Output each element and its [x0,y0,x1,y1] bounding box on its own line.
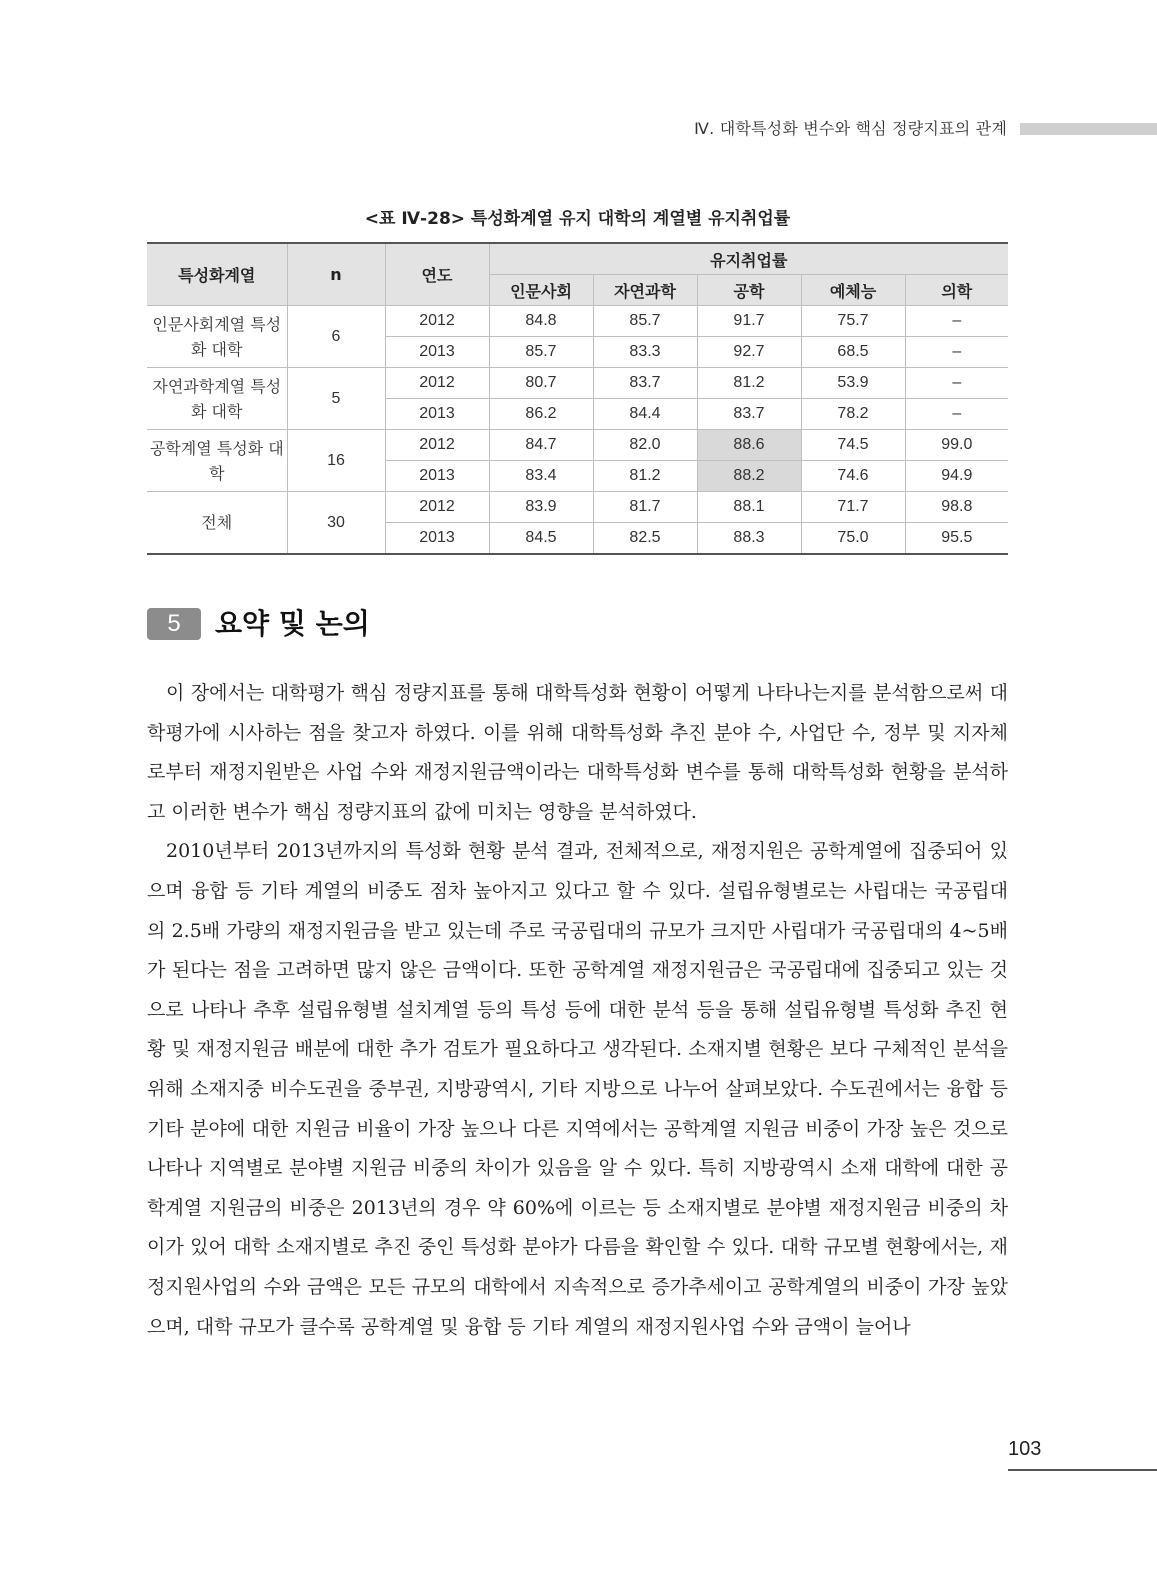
cell-value: 83.9 [489,492,593,523]
table-row [147,368,1008,399]
group-name [147,492,287,555]
cell-value: 92.7 [697,337,801,368]
group-n: 6 [287,306,385,368]
cell-value: 83.4 [489,461,593,492]
cell-value: 98.8 [905,492,1008,523]
group-name [147,306,287,368]
cell-value: – [905,368,1008,399]
cell-value: 68.5 [801,337,905,368]
table-caption: <표 Ⅳ-28> 특성화계열 유지 대학의 계열별 유지취업률 [364,209,791,229]
row-year: 2012 [385,492,489,523]
group-n: 16 [287,430,385,492]
cell-value: 95.5 [905,523,1008,555]
table-body [147,306,1008,555]
cell-value: 84.7 [489,430,593,461]
page-number: 103 [1008,1438,1042,1460]
row-year: 2013 [385,399,489,430]
header-n: n [287,243,385,306]
header-field: 인문사회 [489,275,593,306]
cell-value: 85.7 [593,306,697,337]
cell-value: 84.5 [489,523,593,555]
table-header [147,243,1008,306]
header-field: 예체능 [801,275,905,306]
row-year: 2012 [385,306,489,337]
section-number: 5 [147,608,201,640]
cell-value: 53.9 [801,368,905,399]
table-row [147,492,1008,523]
group-name-text: 공학계열 특성화 대학 [149,438,284,483]
cell-value: 84.8 [489,306,593,337]
cell-value: – [905,399,1008,430]
row-year: 2013 [385,461,489,492]
running-header-title: Ⅳ. 대학특성화 변수와 핵심 정량지표의 관계 [694,119,1007,138]
table-row [147,430,1008,461]
cell-value-highlighted: 88.2 [697,461,801,492]
header-field: 공학 [697,275,801,306]
row-year: 2012 [385,368,489,399]
cell-value: 83.7 [697,399,801,430]
cell-value: 88.3 [697,523,801,555]
paragraph: 2010년부터 2013년까지의 특성화 현황 분석 결과, 전체적으로, 재정지원은 공학계열에 집중되어 있으며 융합 등 기타 계열의 비중도 점차 높아지고 있다고 할 수 있다. 설립유형별로는 사립대는 국공립대의 2.5배 가량의 재정지원금을 받고 있는데 주로 국공립대의 규모가 크지만 사립대가 국공립대의 4~5배가 된다는 점을 고려하면 많지 않은 금액이다. 또한 공학계열 재정지원금은 국공립대에 집중되고 있는 것으로 나타나 추후 설립유형별 설치계열 등의 특성 등에 대한 분석 등을 통해 설립유형별 특성화 추진 현황 및 재정지원금 배분에 대한 추가 검토가 필요하다고 생각된다. 소재지별 현황은 보다 구체적인 분석을 위해 소재지중 비수도권을 중부권, 지방광역시, 기타 지방으로 나누어 살펴보았다. 수도권에서는 융합 등 기타 분야에 대한 지원금 비율이 가장 높으나 다른 지역에서는 공학계열 지원금 비중이 가장 높은 것으로 나타나 지역별로 분야별 지원금 비중의 차이가 있음을 알 수 있다. 특히 지방광역시 소재 대학에 대한 공학계열 지원금의 비중은 2013년의 경우 약 60%에 이르는 등 소재지별로 분야별 재정지원금 비중의 차이가 있어 대학 소재지별로 추진 중인 특성화 분야가 다름을 확인할 수 있다. 대학 규모별 현황에서는, 재정지원사업의 수와 금액은 모든 규모의 대학에서 지속적으로 증가추세이고 공학계열의 비중이 가장 높았으며, 대학 규모가 클수록 공학계열 및 융합 등 기타 계열의 재정지원사업 수와 금액이 늘어나 [147,840,1008,1338]
cell-value: 85.7 [489,337,593,368]
cell-value: 75.0 [801,523,905,555]
cell-value-highlighted: 88.6 [697,430,801,461]
cell-value: 84.4 [593,399,697,430]
group-n: 5 [287,368,385,430]
cell-value: 94.9 [905,461,1008,492]
table-row [147,306,1008,337]
body-text [147,674,1008,1347]
cell-value: 74.6 [801,461,905,492]
cell-value: 75.7 [801,306,905,337]
header-year: 연도 [385,243,489,306]
cell-value: 86.2 [489,399,593,430]
row-year: 2012 [385,430,489,461]
cell-value: 82.5 [593,523,697,555]
group-name [147,430,287,492]
header-field: 의학 [905,275,1008,306]
row-year: 2013 [385,523,489,555]
row-year: 2013 [385,337,489,368]
header-field: 자연과학 [593,275,697,306]
cell-value: 74.5 [801,430,905,461]
header-group: 특성화계열 [147,243,287,306]
section-title: 요약 및 논의 [215,607,370,640]
cell-value: 81.2 [593,461,697,492]
running-header [0,116,1157,142]
page-number-rule [1008,1469,1157,1471]
cell-value: 78.2 [801,399,905,430]
cell-value: 99.0 [905,430,1008,461]
running-header-bar [1020,123,1157,135]
cell-value: 91.7 [697,306,801,337]
cell-value: – [905,306,1008,337]
employment-rate-table [147,242,1008,555]
header-rate: 유지취업률 [489,243,1008,275]
group-name-text: 인문사회계열 특성화 대학 [152,314,282,359]
cell-value: 83.3 [593,337,697,368]
cell-value: 88.1 [697,492,801,523]
group-name-text: 전체 [201,513,233,532]
group-n: 30 [287,492,385,555]
cell-value: 83.7 [593,368,697,399]
group-name-text: 자연과학계열 특성화 대학 [152,376,282,421]
cell-value: 82.0 [593,430,697,461]
cell-value: 80.7 [489,368,593,399]
cell-value: 81.2 [697,368,801,399]
cell-value: – [905,337,1008,368]
group-name [147,368,287,430]
cell-value: 81.7 [593,492,697,523]
cell-value: 71.7 [801,492,905,523]
paragraph: 이 장에서는 대학평가 핵심 정량지표를 통해 대학특성화 현황이 어떻게 나타나는지를 분석함으로써 대학평가에 시사하는 점을 찾고자 하였다. 이를 위해 대학특성화 추진 분야 수, 사업단 수, 정부 및 지자체로부터 재정지원받은 사업 수와 재정지원금액이라는 대학특성화 변수를 통해 대학특성화 현황을 분석하고 이러한 변수가 핵심 정량지표의 값에 미치는 영향을 분석하였다. [147,682,1008,823]
